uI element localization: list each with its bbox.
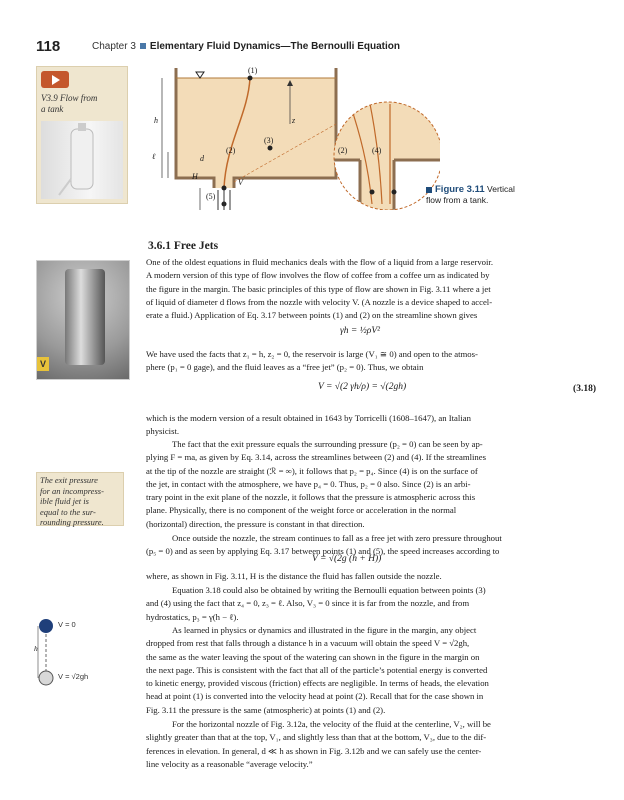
equation-1: γh = ½ρV² [340,326,380,336]
V-label: V [238,178,243,187]
margin-video-box [36,66,128,204]
text-line: trary point in the exit plane of the nozzle, it follows that the pressure is atmospheric across this [146,492,476,503]
video-caption [41,93,125,115]
text-line: the same as the water leaving the spout of the watering can shown in the figure in the margin on [146,651,480,662]
text-line: the figure in the margin. The basic principles of this type of flow are shown in Fig. 3.11 where a jet [146,283,491,294]
note-line: for an incompress- [40,485,104,496]
ball-bottom-icon [39,671,53,685]
text-line: of liquid of diameter d flows from the nozzle with velocity V. (A nozzle is a device shaped to accel- [146,296,493,307]
fall-height-label: h [34,644,38,653]
note-line: rounding pressure. [40,517,104,527]
chapter-heading [92,41,400,52]
section-heading: 3.6.1 Free Jets [148,240,219,252]
ell-label: ℓ [152,152,156,161]
video-badge: V [37,357,49,371]
text-line: One of the oldest equations in fluid mechanics deals with the flow of a liquid from a large reservoir. [146,257,494,267]
text-line: head at point (1) is converted into the velocity head at point (2). Recall that for the case shown in [146,691,484,702]
paragraph-3 [146,412,596,439]
text-line: phere (p₁ = 0 gage), and the fluid leaves as a “free jet” (p₂ = 0). Thus, we obtain [146,362,424,373]
text-line: We have used the facts that z₁ = h, z₂ = 0, the reservoir is large (V₁ ≅ 0) and open to the atmos- [146,349,478,359]
text-line: and (4) using the fact that z₄ = 0, z₃ = ℓ. Also, V₃ = 0 since it is far from the nozzle, and from [146,598,470,609]
video-caption-line: V3.9 Flow from [41,93,98,103]
text-line: (horizontal) direction, the pressure is constant in that direction. [146,518,365,529]
bottle-illustration [41,121,123,199]
text-line: The fact that the exit pressure equals the surrounding pressure (p₂ = 0) can be seen by ap- [172,439,483,449]
chapter-label: Chapter 3 [92,41,136,52]
text-line: which is the modern version of a result obtained in 1643 by Torricelli (1608–1647), an Italian [146,413,471,423]
video-caption-line: a tank [41,104,64,114]
point-1-label: (1) [248,66,258,75]
text-line: at the tip of the nozzle are straight (ℛ = ∞), it follows that p₂ = p₄. Since (4) is on the surface of [146,465,478,476]
text-line: slightly greater than that at the top, V₁, and slightly less than that at the bottom, V₃, due to the dif- [146,732,487,743]
note-line: The exit pressure [40,475,98,485]
text-line: physicist. [146,426,180,437]
text-line: (p₅ = 0) and as seen by applying Eq. 3.17 between points (1) and (5), the speed increases according to [146,546,500,557]
page-number: 118 [36,38,61,55]
figure-caption-text: flow from a tank. [426,195,489,205]
tank-water [176,78,336,178]
text-line: to kinetic energy, provided viscous (friction) effects are negligible. In terms of heads, the elevation [146,678,489,689]
text-line: plying F = ma, as given by Eq. 3.14, across the streamlines between (2) and (4). If the streamlines [146,452,487,463]
play-icon[interactable] [41,71,69,88]
equation-3-18: V = √(2 γh/ρ) = √(2gh) [318,382,407,392]
bottle-photo [41,121,123,199]
text-line: line velocity as a reasonable “average velocity.” [146,758,313,769]
z-label: z [292,116,296,125]
paragraph-1 [146,256,596,322]
paragraph-4 [146,438,596,531]
text-line: As learned in physics or dynamics and illustrated in the figure in the margin, any object [172,625,477,635]
text-line: Fig. 3.11 the pressure is the same (atmospheric) at points (1) and (2). [146,704,386,715]
figure-caption [426,184,596,206]
equation-number: (3.18) [573,384,596,394]
text-line: where, as shown in Fig. 3.11, H is the distance the fluid has fallen outside the nozzle. [146,571,442,581]
paragraph-9 [146,718,596,771]
text-line: hydrostatics, p₃ = γ(h − ℓ). [146,611,239,622]
paragraph-7 [146,584,596,624]
text-line: Equation 3.18 could also be obtained by writing the Bernoulli equation between points (3) [172,585,486,595]
note-line: ible fluid jet is [40,496,89,506]
text-line: plane. Physically, there is no component of the weight force or acceleration in the normal [146,505,457,516]
text-line: the next page. This is consistent with the fact that all of the particle’s potential energy is converted [146,664,488,675]
point-3-label: (3) [264,136,274,145]
v-final-label: V = √2gh [58,672,89,681]
v-zero-label: V = 0 [58,620,76,629]
tank-diagram [140,64,440,210]
detail-point-2-label: (2) [338,146,348,155]
text-line: A modern version of this type of flow involves the flow of coffee from a coffee urn as indicated by [146,270,490,281]
text-line: ferences in elevation. In general, d ≪ h as shown in Fig. 3.12b and we can safely use the center- [146,745,482,756]
urn-body [65,269,105,365]
figure-3-11 [140,64,440,215]
H-label: H [192,172,198,181]
page-header [36,38,596,56]
figure-caption-text: Vertical [487,184,515,194]
text-line: Once outside the nozzle, the stream continues to fall as a free jet with zero pressure throughout [172,533,502,543]
detail-point-4-label: (4) [372,146,382,155]
chapter-title: Elementary Fluid Dynamics—The Bernoulli Equation [149,41,400,52]
note-line: equal to the sur- [40,506,96,517]
figure-number: Figure 3.11 [435,184,485,195]
coffee-urn-photo [36,260,130,380]
text-line: dropped from rest that falls through a distance h in a vacuum will obtain the speed V = √2gh, [146,638,470,649]
equation-free-fall: V = √(2g (h + H)) [312,554,382,564]
free-surface-icon [196,72,204,78]
point-2-label: (2) [226,146,236,155]
text-line: the jet, in contact with the atmosphere, we have p₄ = 0. Thus, p₂ = 0 also. Since (2) is an arbi- [146,478,471,489]
d-label: d [200,154,204,163]
paragraph-8 [146,624,596,717]
square-bullet-icon [140,43,146,49]
text-line: erate a fluid.) Application of Eq. 3.17 between points (1) and (2) on the streamline shown gives [146,310,478,321]
ball-top-icon [39,619,53,633]
paragraph-6 [146,570,596,583]
h-label: h [154,116,158,125]
falling-ball-figure [34,618,124,693]
paragraph-2 [146,348,596,375]
margin-note [36,472,124,526]
text-line: For the horizontal nozzle of Fig. 3.12a, the velocity of the fluid at the centerline, V₂, will be [172,719,491,729]
square-bullet-icon [426,187,432,193]
point-5-label: (5) [206,192,216,201]
